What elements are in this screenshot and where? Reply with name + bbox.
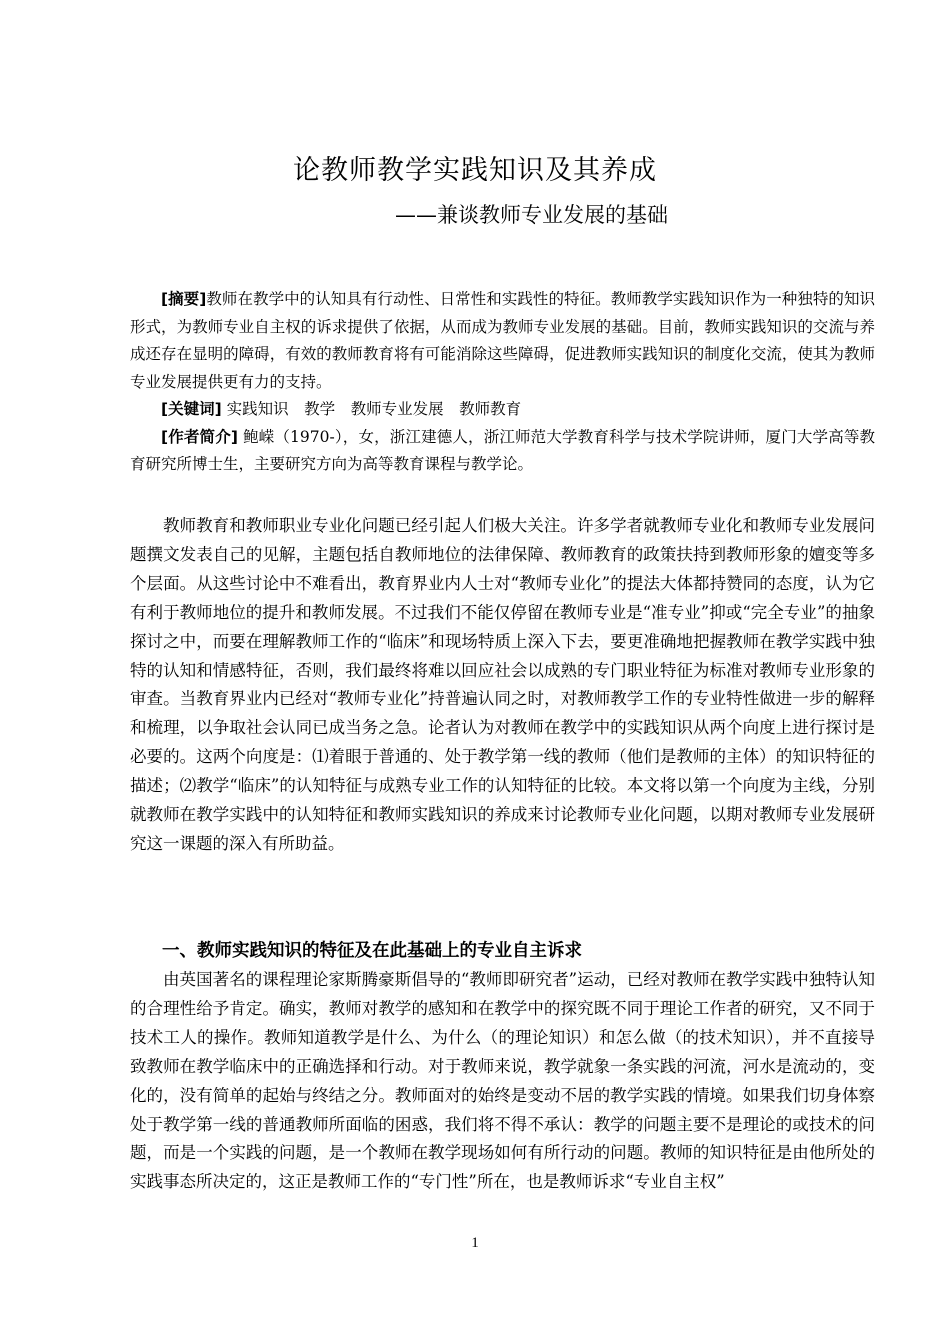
paper-title: 论教师教学实践知识及其养成	[293, 155, 657, 186]
paper-subtitle: ——兼谈教师专业发展的基础	[395, 203, 668, 227]
intro-section	[130, 512, 875, 859]
section-body	[130, 966, 875, 1197]
author-label: [作者简介]	[161, 427, 238, 446]
author-bio	[130, 424, 875, 479]
section-heading: 一、教师实践知识的特征及在此基础上的专业自主诉求	[162, 941, 582, 961]
intro-paragraph: 教师教育和教师职业专业化问题已经引起人们极大关注。许多学者就教师专业化和教师专业发展问题撰文发表自己的见解，主题包括自教师地位的法律保障、教师教育的政策扶持到教师形象的嬗变等多个层面。从这些讨论中不难看出，教育界业内人士对“教师专业化”的提法大体都持赞同的态度，认为它有利于教师地位的提升和教师发展。不过我们不能仅停留在教师专业是“准专业”抑或“完全专业”的抽象探讨之中，而要在理解教师工作的“临床”和现场特质上深入下去，要更准确地把握教师在教学实践中独特的认知和情感特征，否则，我们最终将难以回应社会以成熟的专门职业特征为标准对教师专业形象的审查。当教育界业内已经对“教师专业化”持普遍认同之时，对教师教学工作的专业特性做进一步的解释和梳理，以争取社会认同已成当务之急。论者认为对教师在教学中的实践知识从两个向度上进行探讨是必要的。这两个向度是：⑴着眼于普通的、处于教学第一线的教师（他们是教师的主体）的知识特征的描述；⑵教学“临床”的认知特征与成熟专业工作的认知特征的比较。本文将以第一个向度为主线，分别就教师在教学实践中的认知特征和教师实践知识的养成来讨论教师专业化问题，以期对教师专业发展研究这一课题的深入有所助益。	[130, 516, 875, 853]
page-number: 1	[471, 1235, 479, 1251]
keywords	[130, 396, 875, 424]
keywords-text: 实践知识 教学 教师专业发展 教师教育	[226, 400, 522, 418]
abstract	[130, 286, 875, 396]
front-matter	[130, 286, 875, 479]
section-paragraph: 由英国著名的课程理论家斯腾豪斯倡导的“教师即研究者”运动，已经对教师在教学实践中独特认知的合理性给予肯定。确实，教师对教学的感知和在教学中的探究既不同于理论工作者的研究，又不同于技术工人的操作。教师知道教学是什么、为什么（的理论知识）和怎么做（的技术知识），并不直接导致教师在教学临床中的正确选择和行动。对于教师来说，教学就象一条实践的河流，河水是流动的，变化的，没有简单的起始与终结之分。教师面对的始终是变动不居的教学实践的情境。如果我们切身体察处于教学第一线的普通教师所面临的困惑，我们将不得不承认：教学的问题主要不是理论的或技术的问题，而是一个实践的问题，是一个教师在教学现场如何有所行动的问题。教师的知识特征是由他所处的实践事态所决定的，这正是教师工作的“专门性”所在，也是教师诉求“专业自主权”	[130, 970, 875, 1192]
author-text: 鲍嵘（1970-），女，浙江建德人，浙江师范大学教育科学与技术学院讲师，厦门大学高等教育研究所博士生，主要研究方向为高等教育课程与教学论。	[130, 427, 876, 473]
keywords-label: [关键词]	[161, 400, 222, 418]
abstract-text: 教师在教学中的认知具有行动性、日常性和实践性的特征。教师教学实践知识作为一种独特的知识形式，为教师专业自主权的诉求提供了依据，从而成为教师专业发展的基础。目前，教师实践知识的交流与养成还存在显明的障碍，有效的教师教育将有可能消除这些障碍，促进教师实践知识的制度化交流，使其为教师专业发展提供更有力的支持。	[130, 290, 875, 391]
abstract-label: [摘要]	[161, 290, 207, 308]
